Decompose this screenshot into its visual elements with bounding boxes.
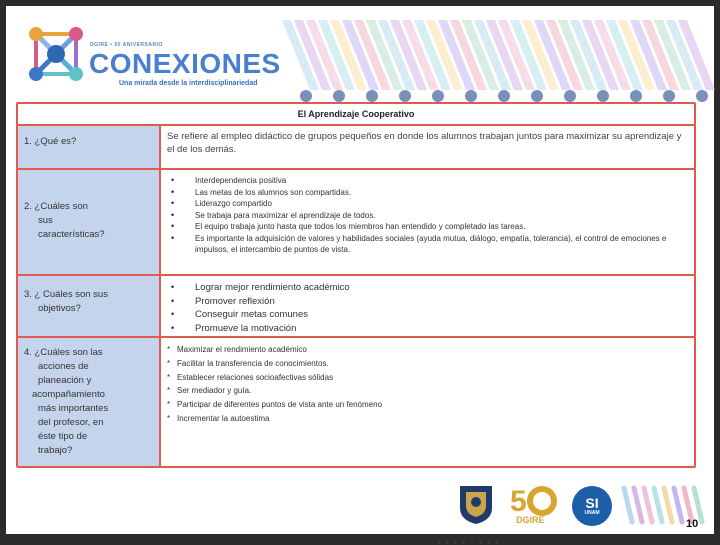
unam-logo-icon	[456, 482, 496, 526]
brand-tagline: DGIRE • 50 ANIVERSARIO	[90, 42, 163, 48]
characteristics-list	[167, 175, 688, 256]
question-text: planeación y	[38, 375, 92, 386]
list-item: • Es importante la adquisición de valores y habilidades sociales (ayuda mutua, diálogo, empatía, tolerancia), el control de emociones e impulsos, el intercambio de puntos de vista.	[167, 233, 688, 256]
decorative-dot	[597, 90, 609, 102]
question-cell	[18, 170, 161, 274]
list-item: • Conseguir metas comunes	[167, 308, 688, 322]
decorative-dot	[465, 90, 477, 102]
answer-text: Se refiere al empleo didáctico de grupos pequeños en donde los alumnos trabajan juntos para maximizar su aprendizaje y el de los demás.	[167, 131, 682, 155]
list-item: • Se trabaja para maximizar el aprendizaje de todos.	[167, 210, 688, 222]
slide	[6, 6, 714, 545]
objectives-list	[167, 281, 688, 335]
list-item: * Incrementar la autoestima	[167, 412, 688, 426]
page-number: 10	[686, 518, 699, 530]
answer-cell	[161, 170, 694, 274]
question-text: acompañamiento	[32, 389, 105, 400]
decorative-dot	[300, 90, 312, 102]
decorative-dot	[366, 90, 378, 102]
question-text: sus	[38, 215, 53, 226]
dgire-50-label: DGIRE	[516, 515, 545, 525]
question-text: acciones de	[38, 361, 89, 372]
question-cell	[18, 276, 161, 336]
question-text: objetivos?	[38, 303, 81, 314]
decorative-dot	[663, 90, 675, 102]
list-item: * Participar de diferentes puntos de vista ante un fenómeno	[167, 398, 688, 412]
decorative-dot	[498, 90, 510, 102]
list-item: • Promover reflexión	[167, 295, 688, 309]
list-item: * Ser mediador y guía.	[167, 384, 688, 398]
footer-divider: ........	[438, 536, 504, 545]
list-item: • Liderazgo compartido	[167, 198, 688, 210]
answer-cell	[161, 338, 694, 466]
question-text: del profesor, en	[38, 417, 104, 428]
list-item: * Establecer relaciones socioafectivas sólidas	[167, 371, 688, 385]
decorative-stripes	[296, 20, 716, 98]
answer-cell	[161, 126, 694, 168]
table-row	[18, 276, 694, 338]
question-text: trabajo?	[38, 445, 73, 456]
decorative-dot	[399, 90, 411, 102]
teacher-actions-list	[167, 343, 688, 426]
question-text: 4. ¿Cuáles son las	[24, 347, 103, 358]
question-text: 1. ¿Qué es?	[24, 136, 77, 147]
si-unam-logo-icon	[572, 486, 612, 526]
answer-cell	[161, 276, 694, 336]
question-cell	[18, 338, 161, 466]
question-text: 2. ¿Cuáles son	[24, 201, 88, 212]
decorative-dot	[630, 90, 642, 102]
list-item: * Facilitar la transferencia de conocimientos.	[167, 357, 688, 371]
si-sublabel: UNAM	[584, 510, 600, 516]
list-item: • Interdependencia positiva	[167, 175, 688, 187]
conexiones-logo-icon	[22, 20, 90, 88]
dgire-50-logo-icon	[508, 483, 560, 525]
list-item: • Promueve la motivación	[167, 322, 688, 336]
decorative-dot	[333, 90, 345, 102]
table-row	[18, 338, 694, 466]
brand-subtitle: Una mirada desde la interdisciplinariedad	[119, 80, 258, 87]
question-text: éste tipo de	[38, 431, 88, 442]
list-item: * Maximizar el rendimiento académico	[167, 343, 688, 357]
brand-title: CONEXIONES	[89, 48, 281, 79]
question-cell	[18, 126, 161, 168]
question-text: más importantes	[38, 403, 109, 414]
decorative-dot	[432, 90, 444, 102]
question-text: 3. ¿ Cuáles son sus	[24, 289, 108, 300]
list-item: • Lograr mejor rendimiento académico	[167, 281, 688, 295]
question-text: características?	[38, 229, 105, 240]
si-label: SI	[585, 495, 599, 511]
table-title: El Aprendizaje Cooperativo	[18, 104, 694, 126]
table-row	[18, 170, 694, 276]
decorative-dot	[531, 90, 543, 102]
list-item: • El equipo trabaja junto hasta que todos los miembros han entendido y completado las tareas.	[167, 221, 688, 233]
decorative-dot	[696, 90, 708, 102]
table-row	[18, 126, 694, 170]
svg-text:5: 5	[510, 485, 527, 518]
cooperative-learning-table	[16, 102, 696, 468]
decorative-dot	[564, 90, 576, 102]
list-item: • Las metas de los alumnos son compartidas.	[167, 187, 688, 199]
